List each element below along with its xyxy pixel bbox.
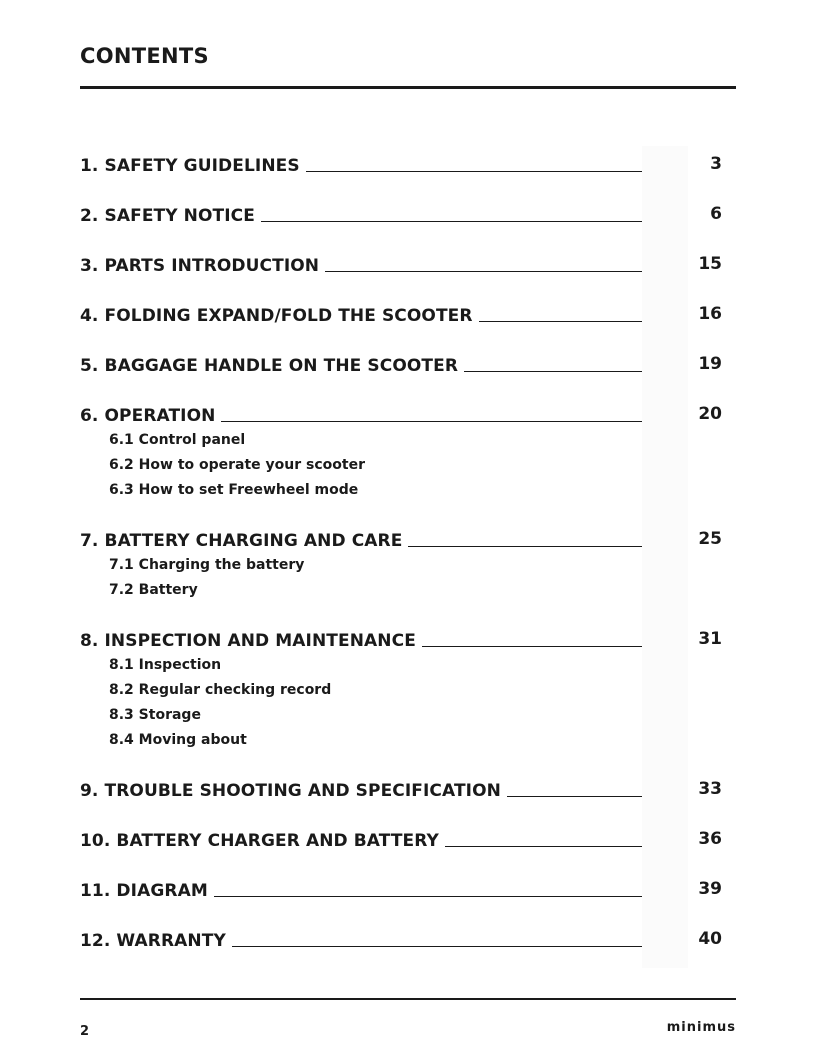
toc-entry[interactable] <box>80 302 642 326</box>
toc-leader-line <box>325 271 642 272</box>
toc-leader-line <box>464 371 642 372</box>
toc-entry-page: 6 <box>710 204 722 224</box>
toc-leader-line <box>422 646 642 647</box>
toc-entry-label: 7. BATTERY CHARGING AND CARE <box>80 531 403 551</box>
footer-divider <box>80 998 736 1000</box>
toc-entry-label: 5. BAGGAGE HANDLE ON THE SCOOTER <box>80 356 459 376</box>
toc-subentry[interactable]: 8.4 Moving about <box>109 732 247 748</box>
toc-entry-page: 25 <box>698 529 722 549</box>
toc-leader-line <box>261 221 642 222</box>
toc-entry-label: 4. FOLDING EXPAND/FOLD THE SCOOTER <box>80 306 473 326</box>
toc-subentry[interactable]: 6.1 Control panel <box>109 432 246 448</box>
toc-leader-line <box>479 321 642 322</box>
toc-leader-line <box>507 796 642 797</box>
toc-leader-line <box>214 896 642 897</box>
toc-entry-page: 16 <box>698 304 722 324</box>
toc-entry[interactable] <box>80 777 642 801</box>
toc-entry[interactable] <box>80 352 642 376</box>
toc-entry-page: 36 <box>698 829 722 849</box>
toc-entry[interactable] <box>80 152 642 176</box>
toc-entry-label: 3. PARTS INTRODUCTION <box>80 256 320 276</box>
brand-logo: minimus <box>666 1020 736 1035</box>
toc-entry-page: 15 <box>698 254 722 274</box>
toc-entry[interactable] <box>80 877 642 901</box>
toc-entry-label: 8. INSPECTION AND MAINTENANCE <box>80 631 416 651</box>
toc-entry-page: 20 <box>698 404 722 424</box>
toc-entry-page: 33 <box>698 779 722 799</box>
toc-entry-label: 9. TROUBLE SHOOTING AND SPECIFICATION <box>80 781 501 801</box>
toc-entry[interactable] <box>80 252 642 276</box>
toc-entry[interactable] <box>80 402 642 426</box>
toc-leader-line <box>306 171 642 172</box>
toc-subentry[interactable]: 8.1 Inspection <box>109 657 222 673</box>
toc-entry[interactable] <box>80 627 642 651</box>
toc-subentry[interactable]: 6.3 How to set Freewheel mode <box>109 482 359 498</box>
toc-entry-label: 6. OPERATION <box>80 406 216 426</box>
toc-entry-label: 10. BATTERY CHARGER AND BATTERY <box>80 831 439 851</box>
toc-leader-line <box>221 421 642 422</box>
toc-entry-page: 39 <box>698 879 722 899</box>
toc-entry[interactable] <box>80 827 642 851</box>
toc-entry-label: 2. SAFETY NOTICE <box>80 206 255 226</box>
toc-entry[interactable] <box>80 202 642 226</box>
toc-entry-label: 1. SAFETY GUIDELINES <box>80 156 300 176</box>
page-title: CONTENTS <box>80 44 209 68</box>
toc-subentry[interactable]: 6.2 How to operate your scooter <box>109 457 365 473</box>
page-number: 2 <box>80 1024 90 1039</box>
toc-leader-line <box>445 846 642 847</box>
toc-subentry[interactable]: 7.1 Charging the battery <box>109 557 305 573</box>
toc-leader-line <box>232 946 642 947</box>
toc-entry-page: 40 <box>698 929 722 949</box>
toc-entry-page: 3 <box>710 154 722 174</box>
toc-entry-page: 19 <box>698 354 722 374</box>
toc-entry[interactable] <box>80 927 642 951</box>
toc-entry-page: 31 <box>698 629 722 649</box>
toc-entry-label: 11. DIAGRAM <box>80 881 208 901</box>
toc-subentry[interactable]: 8.3 Storage <box>109 707 201 723</box>
toc-subentry[interactable]: 8.2 Regular checking record <box>109 682 332 698</box>
toc-leader-line <box>408 546 642 547</box>
toc-entry-label: 12. WARRANTY <box>80 931 226 951</box>
toc-entry[interactable] <box>80 527 642 551</box>
toc-subentry[interactable]: 7.2 Battery <box>109 582 198 598</box>
